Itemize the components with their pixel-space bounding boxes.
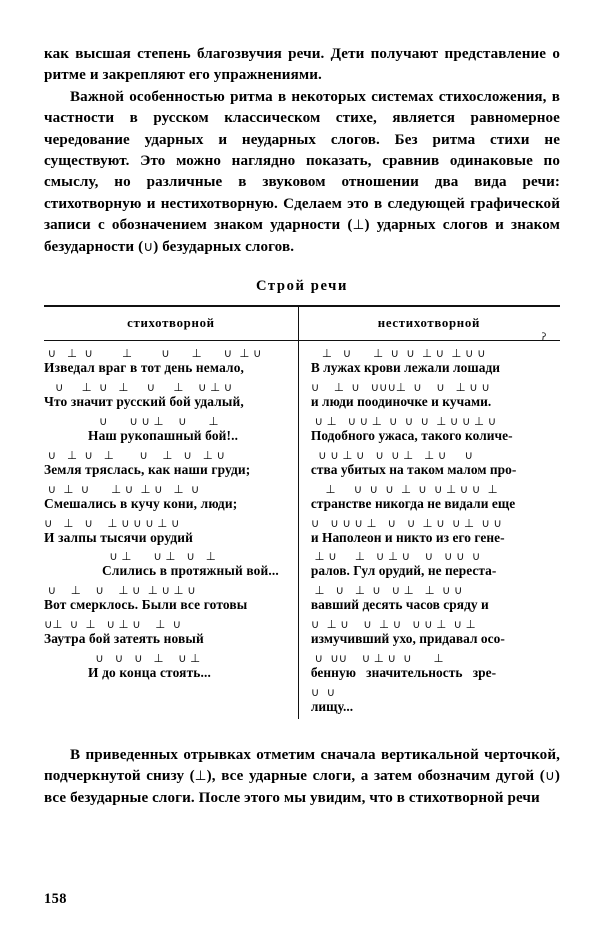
scansion-marks: ∪ ∪ ∪ ∪ ⊥ ∪ ∪ ⊥ ∪ ∪ ⊥ ∪ ∪ (310, 515, 502, 530)
scansion-marks: ∪ ∪ ∪ ⊥ ∪ ⊥ (88, 651, 201, 666)
scansion-text: ства убитых на таком малом про- (310, 461, 517, 477)
scansion-marks: ⊥ ∪ ⊥ ∪ ⊥ ∪ ∪ ∪ ∪ ∪ (310, 549, 481, 564)
speech-structure-table (44, 278, 560, 719)
nonpoetic-line (311, 348, 560, 377)
paragraph-main-part-b: ) ударных слогов и знаком безударности ( (44, 217, 560, 255)
scansion-text: Заутра бой затеять новый (44, 631, 204, 647)
scansion-marks: ∪ ∪ (310, 684, 336, 699)
scansion-text: лищу... (310, 698, 354, 714)
paragraph-main-part-c: ) безударных слогов. (153, 238, 295, 255)
paragraph-closing (44, 745, 560, 809)
body-text-top (44, 44, 560, 258)
paragraph-continuation: как высшая степень благозвучия речи. Дети получают представление о ритме и закрепляют его упражнениями. (44, 46, 560, 84)
paragraph-closing-part-b: ), все ударные слоги, а затем обозначим дугой ( (206, 768, 545, 785)
nonpoetic-line (310, 413, 560, 445)
table-cell-poetic (44, 348, 298, 719)
nonpoetic-line (311, 619, 560, 648)
scansion-marks: ∪ ∪∪ ∪ ⊥ ∪ ∪ ⊥ (310, 651, 444, 666)
nonpoetic-line (310, 447, 560, 479)
poetic-line (44, 348, 286, 377)
nonpoetic-line (311, 551, 560, 580)
scansion-text: Слились в протяжный вой... (102, 563, 279, 579)
nonpoetic-line (310, 684, 560, 716)
poetic-line (44, 481, 286, 513)
scansion-marks: ∪ ⊥ ∪ ⊥ ∪ ⊥ ∪ ⊥ ∪ (44, 481, 200, 496)
poetic-line (44, 653, 286, 682)
unstress-symbol-inline: ∪ (143, 238, 154, 255)
scansion-marks: ⊥ ∪ ⊥ ∪ ∪ ⊥ ∪ ⊥ ∪ ∪ (310, 346, 486, 361)
scansion-text: И до конца стоять... (88, 665, 212, 681)
scansion-marks: ∪ ∪ ∪ ⊥ ∪ ⊥ (88, 413, 219, 428)
scansion-marks: ∪ ⊥ ∪ ⊥ ∪ ⊥ (102, 549, 216, 564)
scansion-marks: ∪⊥ ∪ ⊥ ∪ ⊥ ∪ ⊥ ∪ (44, 617, 181, 632)
poetic-line (44, 379, 286, 411)
poetic-line (44, 447, 286, 479)
table-header-row (44, 307, 560, 340)
scansion-text: Вот смерклось. Были все готовы (44, 597, 248, 613)
stress-symbol-inline: ⊥ (352, 217, 365, 234)
scansion-text: Изведал враг в тот день немало, (44, 360, 245, 376)
scansion-text: В лужах крови лежали лошади (310, 360, 501, 376)
paragraph-closing-part-a: В приведенных отрывках отметим сначала вертикальной черточкой, подчеркнутой снизу ( (44, 747, 560, 785)
nonpoetic-line (311, 585, 560, 614)
poetic-line (44, 515, 286, 547)
paragraph-main (44, 87, 560, 258)
scansion-text: Подобного ужаса, такого количе- (310, 427, 513, 443)
table-header-nonpoetic: нестихотворной (377, 316, 481, 331)
scansion-marks: ∪ ∪ ⊥ ∪ ∪ ∪ ⊥ ⊥ ∪ ∪ (310, 447, 473, 462)
nonpoetic-lines-list (311, 348, 560, 715)
scansion-marks: ∪ ⊥ ∪ ⊥ ∪ ⊥ ∪ ⊥ ∪ (44, 346, 262, 361)
scansion-marks: ∪ ⊥ ∪ ⊥ ∪ ⊥ ∪ ⊥ ∪ (44, 583, 196, 598)
scan-artifact-mark: ʔ (540, 331, 547, 344)
scansion-marks: ∪ ⊥ ∪ ⊥ ∪ ∪ ∪ ⊥ ∪ (44, 515, 180, 530)
scansion-marks: ∪ ⊥ ∪ ∪ ⊥ ∪ ∪ ∪ ⊥ ∪ ⊥ (310, 617, 476, 632)
table-column-divider-header (298, 307, 299, 340)
unstress-symbol-inline-2: ∪ (544, 768, 555, 785)
scansion-text: и люди поодиночке и кучами. (310, 393, 492, 409)
scansion-text: и Наполеон и никто из его гене- (310, 529, 505, 545)
scansion-text: ралов. Гул орудий, не переста- (310, 563, 497, 579)
table-body-row (44, 331, 560, 719)
scansion-text: Наш рукопашный бой!.. (88, 427, 239, 443)
body-text-bottom (44, 745, 560, 809)
table-column-divider-body (298, 341, 299, 719)
scansion-text: вавший десять часов сряду и (310, 597, 489, 613)
page-number: 158 (44, 891, 67, 907)
scansion-marks: ∪ ⊥ ∪ ⊥ ∪ ⊥ ∪ ⊥ ∪ (44, 447, 225, 462)
scansion-marks: ⊥ ∪ ⊥ ∪ ∪ ⊥ ⊥ ∪ ∪ (310, 583, 463, 598)
nonpoetic-line (310, 379, 560, 411)
table-cell-nonpoetic (298, 348, 560, 719)
table-header-poetic: стихотворной (127, 316, 215, 331)
scansion-text: странстве никогда не видали еще (310, 495, 516, 511)
scansion-text: Смешались в кучу кони, люди; (44, 495, 238, 511)
scansion-text: измучивший ухо, придавал осо- (310, 631, 505, 647)
scansion-marks: ∪ ⊥ ∪ ∪∪∪⊥ ∪ ∪ ⊥ ∪ ∪ (310, 379, 490, 394)
scansion-marks: ∪ ⊥ ∪ ∪ ⊥ ∪ ∪ ∪ ⊥ ∪ ∪ ⊥ ∪ (310, 413, 497, 428)
paragraph-closing-part-c: ) все безударные слоги. После этого мы увидим, что в стихотворной речи (44, 768, 560, 806)
scansion-text: Земля тряслась, как наши груди; (44, 461, 251, 477)
poetic-line (44, 585, 286, 614)
nonpoetic-line (311, 653, 560, 682)
scansion-text: бенную значительность зре- (310, 665, 497, 681)
paragraph-main-part-a: Важной особенностью ритма в некоторых системах стихосложения, в частности в русском классическом стихе, является равномерное чередование ударных и неударных слогов. Без ритма стихи не существуют. Это можно наглядно показать, сравнив одинаковые по смыслу, но различные в звуковом отношении два вида речи: стихотворную и нестихотворную. Сделаем это в следующей графической записи с обозначением знаком ударности ( (44, 88, 560, 234)
poetic-line (44, 619, 286, 648)
scansion-text: И залпы тысячи орудий (44, 529, 193, 545)
poetic-lines-list (44, 348, 286, 682)
table-title: Строй речи (255, 278, 349, 295)
nonpoetic-line (310, 481, 560, 513)
poetic-line (44, 551, 286, 580)
scansion-text: Что значит русский бой удалый, (44, 393, 244, 409)
scansion-marks: ⊥ ∪ ∪ ∪ ⊥ ∪ ∪ ⊥ ∪ ∪ ⊥ (310, 481, 498, 496)
stress-symbol-inline-2: ⊥ (194, 768, 207, 785)
scansion-marks: ∪ ⊥ ∪ ⊥ ∪ ⊥ ∪ ⊥ ∪ (44, 379, 233, 394)
poetic-line (44, 413, 286, 445)
nonpoetic-line (310, 515, 560, 547)
